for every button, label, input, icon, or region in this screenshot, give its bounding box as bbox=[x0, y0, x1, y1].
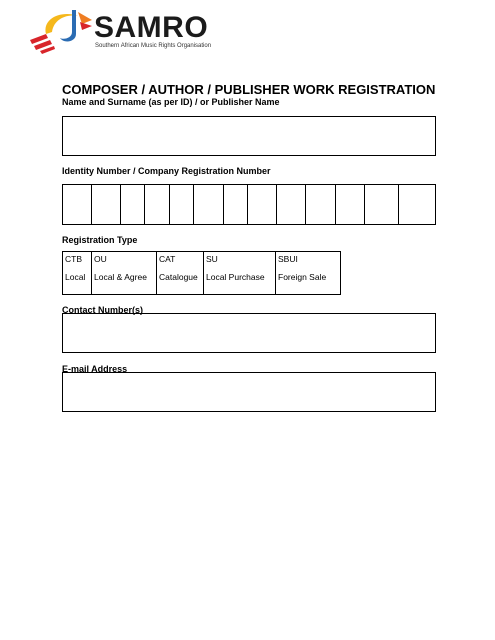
reg-type-code: CAT bbox=[159, 254, 176, 264]
logo-wordmark: SAMRO bbox=[94, 11, 209, 44]
id-number-boxes bbox=[62, 184, 436, 225]
id-digit-cell[interactable] bbox=[399, 185, 435, 224]
id-digit-cell[interactable] bbox=[277, 185, 306, 224]
name-field[interactable] bbox=[62, 116, 436, 156]
name-label: Name and Surname (as per ID) / or Publisher Name bbox=[62, 97, 280, 107]
id-digit-cell[interactable] bbox=[224, 185, 248, 224]
email-field[interactable] bbox=[62, 372, 436, 412]
id-digit-cell[interactable] bbox=[63, 185, 92, 224]
reg-type-desc: Foreign Sale bbox=[278, 272, 327, 282]
id-digit-cell[interactable] bbox=[248, 185, 277, 224]
id-digit-cell[interactable] bbox=[306, 185, 336, 224]
reg-type-desc: Local Purchase bbox=[206, 272, 265, 282]
email-label: E-mail Address bbox=[62, 364, 128, 374]
page-title: COMPOSER / AUTHOR / PUBLISHER WORK REGISTRATION bbox=[62, 82, 436, 97]
reg-type-code: SU bbox=[206, 254, 218, 264]
samro-logo bbox=[28, 8, 228, 54]
reg-type-su[interactable] bbox=[204, 252, 276, 295]
contact-field[interactable] bbox=[62, 313, 436, 353]
reg-type-code: SBUI bbox=[278, 254, 298, 264]
reg-type-ctb[interactable] bbox=[63, 252, 92, 295]
reg-type-desc: Catalogue bbox=[159, 272, 198, 282]
reg-type-desc: Local bbox=[65, 272, 86, 282]
logo-tagline: Southern African Music Rights Organisation bbox=[95, 43, 212, 49]
reg-type-sbui[interactable] bbox=[276, 252, 341, 295]
reg-type-code: OU bbox=[94, 254, 107, 264]
id-digit-cell[interactable] bbox=[170, 185, 194, 224]
reg-type-code: CTB bbox=[65, 254, 82, 264]
registration-type-table bbox=[62, 251, 341, 295]
id-digit-cell[interactable] bbox=[336, 185, 365, 224]
id-digit-cell[interactable] bbox=[194, 185, 224, 224]
contact-label: Contact Number(s) bbox=[62, 305, 144, 315]
id-digit-cell[interactable] bbox=[121, 185, 145, 224]
id-digit-cell[interactable] bbox=[365, 185, 399, 224]
id-digit-cell[interactable] bbox=[92, 185, 121, 224]
samro-emblem-icon bbox=[28, 8, 94, 54]
reg-type-desc: Local & Agree bbox=[94, 272, 147, 282]
reg-type-cat[interactable] bbox=[157, 252, 204, 295]
id-label: Identity Number / Company Registration Number bbox=[62, 166, 271, 176]
reg-type-ou[interactable] bbox=[92, 252, 157, 295]
id-digit-cell[interactable] bbox=[145, 185, 170, 224]
registration-type-label: Registration Type bbox=[62, 235, 138, 245]
